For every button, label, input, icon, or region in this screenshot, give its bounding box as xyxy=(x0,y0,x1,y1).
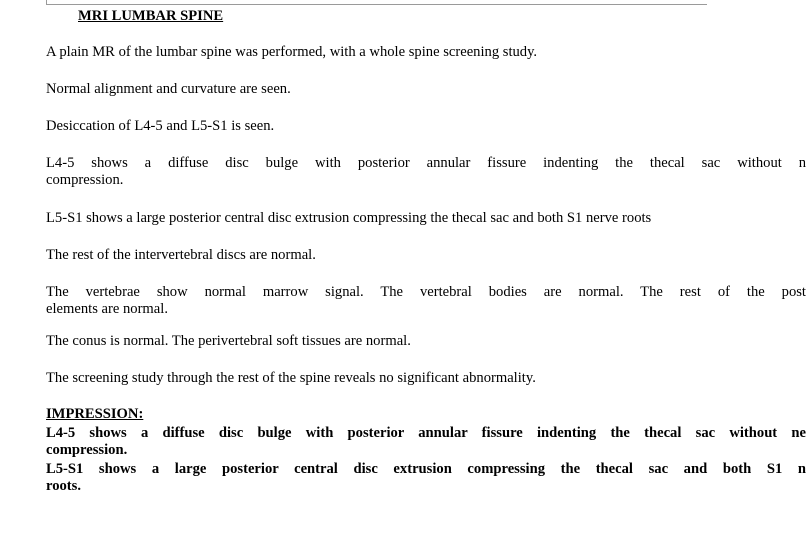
vertebrae-line-2: elements are normal. xyxy=(46,301,168,317)
desiccation-paragraph: Desiccation of L4-5 and L5-S1 is seen. xyxy=(46,118,275,134)
report-title: MRI LUMBAR SPINE xyxy=(78,8,224,24)
impression-item-2 xyxy=(46,461,806,495)
impression-heading: IMPRESSION: xyxy=(46,406,144,422)
impression-item-1-line-1: L4-5 shows a diffuse disc bulge with posterior annular fissure indenting the thecal sac without ne xyxy=(46,425,806,441)
screening-paragraph: The screening study through the rest of the spine reveals no significant abnormality. xyxy=(46,370,536,386)
impression-item-1 xyxy=(46,425,806,459)
rest-discs-paragraph: The rest of the intervertebral discs are normal. xyxy=(46,247,316,263)
l5s1-paragraph: L5-S1 shows a large posterior central disc extrusion compressing the thecal sac and both S1 nerve roots xyxy=(46,210,652,226)
page-top-border xyxy=(46,0,707,5)
l45-paragraph xyxy=(46,155,806,189)
vertebrae-paragraph xyxy=(46,284,806,318)
impression-item-2-line-1: L5-S1 shows a large posterior central disc extrusion compressing the thecal sac and both S1 n xyxy=(46,461,806,477)
alignment-paragraph: Normal alignment and curvature are seen. xyxy=(46,81,291,97)
l45-line-1: L4-5 shows a diffuse disc bulge with posterior annular fissure indenting the thecal sac without n xyxy=(46,155,806,171)
technique-paragraph: A plain MR of the lumbar spine was performed, with a whole spine screening study. xyxy=(46,44,538,60)
conus-paragraph: The conus is normal. The perivertebral soft tissues are normal. xyxy=(46,333,411,349)
impression-item-1-line-2: compression. xyxy=(46,442,128,458)
impression-item-2-line-2: roots. xyxy=(46,478,81,494)
l45-line-2: compression. xyxy=(46,172,124,188)
vertebrae-line-1: The vertebrae show normal marrow signal. The vertebral bodies are normal. The rest of the post xyxy=(46,284,806,300)
